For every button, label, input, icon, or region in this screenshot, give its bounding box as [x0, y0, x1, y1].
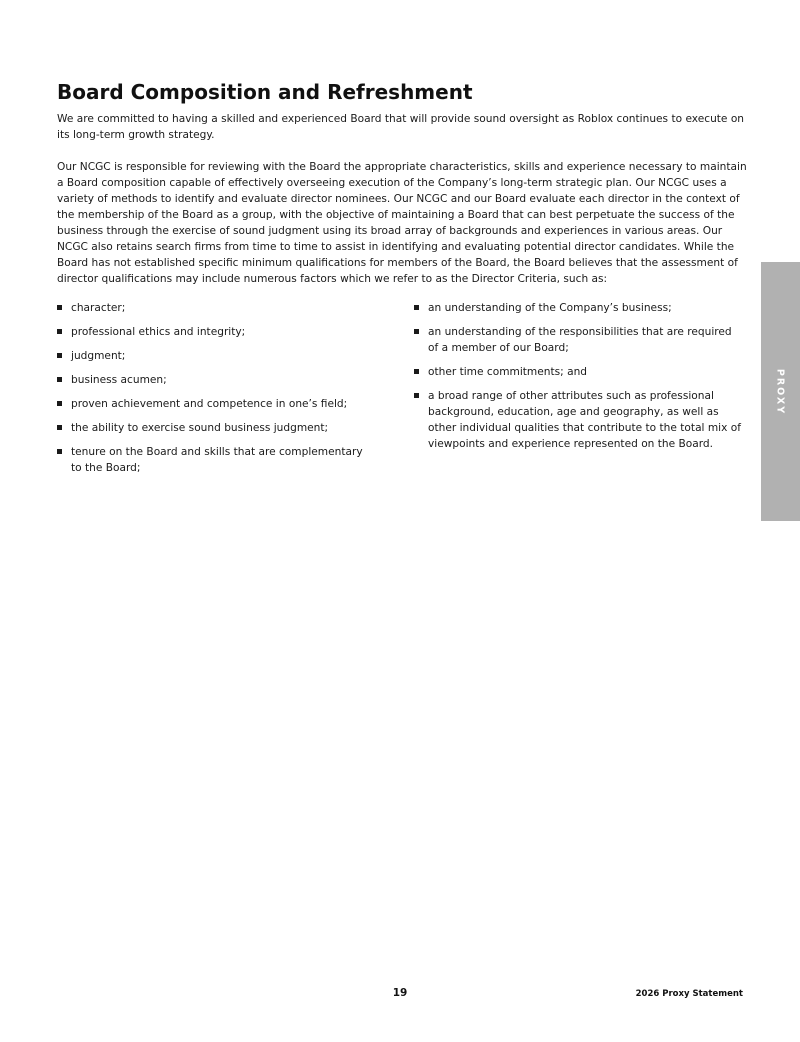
criteria-text: proven achievement and competence in one’s field; [71, 398, 348, 410]
criteria-text: professional ethics and integrity; [71, 326, 246, 338]
square-bullet-icon [57, 401, 62, 406]
criteria-item [414, 324, 744, 356]
criteria-item [57, 396, 375, 412]
criteria-item [57, 444, 375, 476]
criteria-item [414, 364, 744, 380]
criteria-text: other time commitments; and [428, 366, 588, 378]
criteria-item [414, 300, 744, 316]
criteria-text: character; [71, 302, 126, 314]
square-bullet-icon [414, 329, 419, 334]
criteria-text: the ability to exercise sound business judgment; [71, 422, 329, 434]
criteria-item [57, 372, 375, 388]
criteria-item [414, 388, 744, 452]
square-bullet-icon [414, 305, 419, 310]
director-criteria-left-list [57, 300, 375, 484]
intro-paragraph: We are committed to having a skilled and experienced Board that will provide sound oversight as Roblox continues to execute on its long-term growth strategy. [57, 113, 745, 141]
document-title: 2026 Proxy Statement [635, 989, 743, 999]
criteria-item [57, 348, 375, 364]
square-bullet-icon [57, 425, 62, 430]
criteria-text: business acumen; [71, 374, 167, 386]
criteria-item [57, 324, 375, 340]
section-heading: Board Composition and Refreshment [57, 80, 473, 104]
criteria-text: an understanding of the Company’s business; [428, 302, 672, 314]
square-bullet-icon [57, 305, 62, 310]
square-bullet-icon [414, 393, 419, 398]
criteria-item [57, 420, 375, 436]
director-criteria-right-list [414, 300, 744, 460]
square-bullet-icon [414, 369, 419, 374]
square-bullet-icon [57, 449, 62, 454]
criteria-text: an understanding of the responsibilities that are required of a member of our Board; [428, 326, 732, 354]
criteria-text: judgment; [71, 350, 126, 362]
criteria-item [57, 300, 375, 316]
page-number: 19 [392, 987, 408, 999]
criteria-text: a broad range of other attributes such as professional background, education, age and geography, as well as other individual qualities that contribute to the total mix of viewpoints and experience represented on the Board. [428, 390, 741, 450]
section-side-tab [761, 262, 800, 521]
side-tab-label: PROXY [774, 368, 786, 416]
square-bullet-icon [57, 353, 62, 358]
square-bullet-icon [57, 377, 62, 382]
square-bullet-icon [57, 329, 62, 334]
ncgc-paragraph: Our NCGC is responsible for reviewing with the Board the appropriate characteristics, skills and experience necessary to maintain a Board composition capable of effectively overseeing execution of the Company’s long-term strategic plan. Our NCGC uses a variety of methods to identify and evaluate director nominees. Our NCGC and our Board evaluate each director in the context of the membership of the Board as a group, with the objective of maintaining a Board that can best perpetuate the success of the business through the exercise of sound judgment using its broad array of backgrounds and experiences in various areas. Our NCGC also retains search firms from time to time to assist in identifying and evaluating potential director candidates. While the Board has not established specific minimum qualifications for members of the Board, the Board believes that the assessment of director qualifications may include numerous factors which we refer to as the Director Criteria, such as: [57, 161, 747, 285]
criteria-text: tenure on the Board and skills that are complementary to the Board; [71, 446, 363, 474]
